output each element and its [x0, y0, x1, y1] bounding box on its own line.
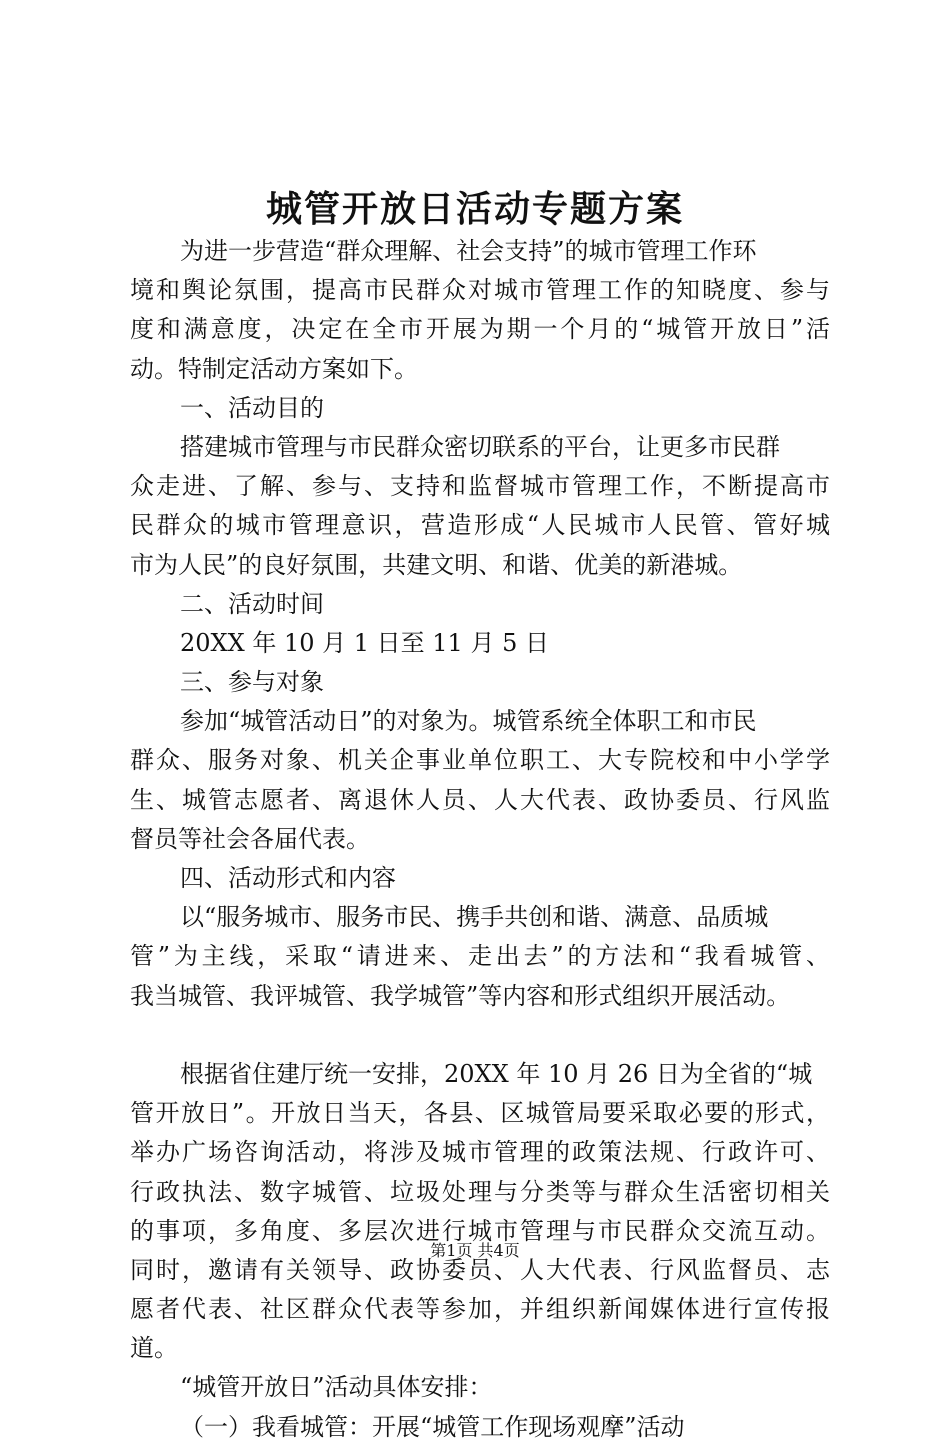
section-heading: 三、参与对象 [180, 668, 324, 697]
section-heading: 二、活动时间 [180, 589, 324, 618]
body-line: 行政执法、数字城管、垃圾处理与分类等与群众生活密切相关 [130, 1177, 830, 1206]
document-title: 城管开放日活动专题方案 [265, 188, 684, 230]
body-line: 道。 [130, 1334, 178, 1363]
body-line: 督员等社会各届代表。 [130, 824, 370, 853]
document-body [130, 232, 830, 1447]
body-line: 境和舆论氛围，提高市民群众对城市管理工作的知晓度、参与 [130, 276, 830, 305]
body-line: “城管开放日”活动具体安排： [180, 1373, 493, 1402]
sub-heading: （一）我看城管：开展“城管工作现场观摩”活动 [180, 1412, 685, 1441]
body-line: 举办广场咨询活动，将涉及城市管理的政策法规、行政许可、 [130, 1138, 830, 1167]
body-line: 同时，邀请有关领导、政协委员、人大代表、行风监督员、志 [130, 1255, 830, 1284]
body-line: 以“服务城市、服务市民、携手共创和谐、满意、品质城 [180, 903, 769, 932]
body-line: 的事项，多角度、多层次进行城市管理与市民群众交流互动。 [130, 1216, 830, 1245]
body-line: 群众、服务对象、机关企事业单位职工、大专院校和中小学学 [130, 746, 830, 775]
body-line: 愿者代表、社区群众代表等参加，并组织新闻媒体进行宣传报 [130, 1295, 830, 1324]
body-line: 为进一步营造“群众理解、社会支持”的城市管理工作环 [180, 237, 757, 265]
body-line: 根据省住建厅统一安排，20XX 年 10 月 26 日为全省的“城 [180, 1059, 813, 1088]
body-line: 众走进、了解、参与、支持和监督城市管理工作，不断提高市 [130, 472, 830, 501]
section-heading: 一、活动目的 [180, 393, 324, 422]
section-heading: 四、活动形式和内容 [180, 864, 396, 892]
body-line: 20XX 年 10 月 1 日至 11 月 5 日 [180, 628, 549, 657]
body-line: 我当城管、我评城管、我学城管”等内容和形式组织开展活动。 [130, 981, 791, 1010]
body-line: 参加“城管活动日”的对象为。城管系统全体职工和市民 [180, 707, 757, 736]
body-line: 市为人民”的良好氛围，共建文明、和谐、优美的新港城。 [130, 550, 743, 579]
body-line: 管开放日”。开放日当天，各县、区城管局要采取必要的形式， [130, 1099, 830, 1128]
body-line: 搭建城市管理与市民群众密切联系的平台，让更多市民群 [180, 432, 780, 461]
body-line: 民群众的城市管理意识，营造形成“人民城市人民管、管好城 [130, 511, 830, 540]
body-line: 生、城管志愿者、离退休人员、人大代表、政协委员、行风监 [130, 785, 830, 814]
page-number: 第1页 共4页 [430, 1241, 520, 1260]
body-line: 度和满意度，决定在全市开展为期一个月的“城管开放日”活 [130, 315, 830, 344]
body-line: 动。特制定活动方案如下。 [130, 354, 418, 383]
body-line: 管”为主线，采取“请进来、走出去”的方法和“我看城管、 [130, 942, 830, 971]
blank-line [130, 1016, 830, 1055]
